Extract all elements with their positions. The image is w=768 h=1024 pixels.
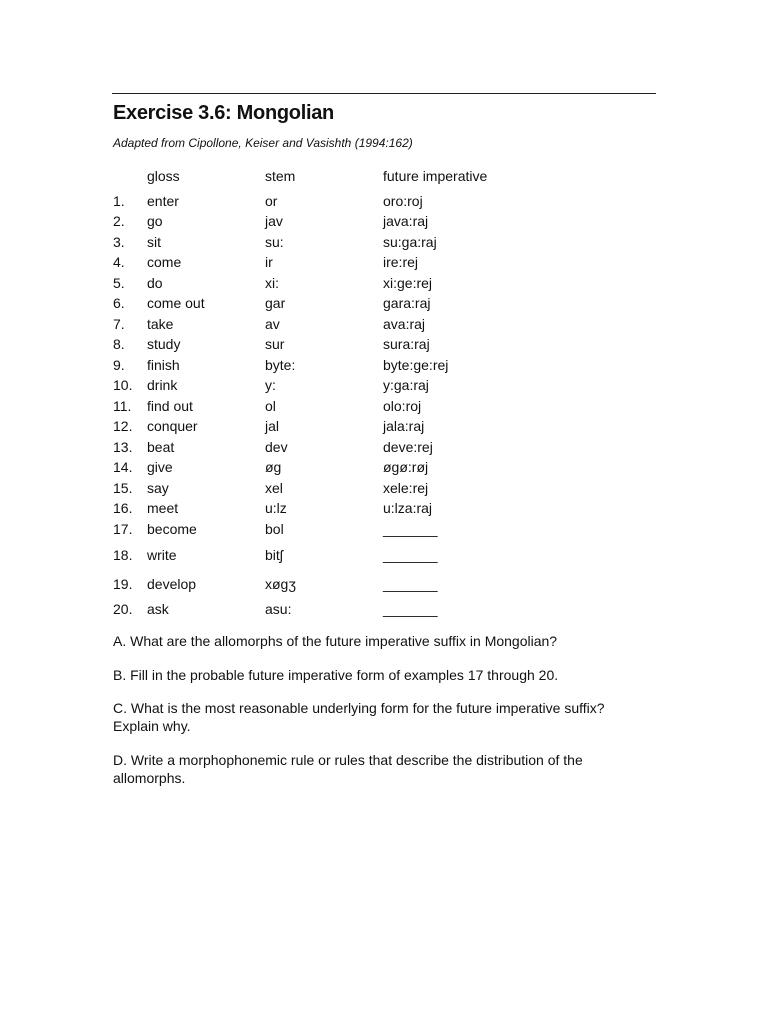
row-gloss: enter	[147, 193, 179, 209]
row-number: 1.	[113, 193, 125, 209]
row-number: 20.	[113, 601, 133, 617]
row-number: 11.	[113, 398, 132, 414]
row-stem: xel	[265, 480, 283, 496]
row-number: 6.	[113, 295, 125, 311]
row-future-imperative: _______	[383, 521, 438, 537]
row-future-imperative: xele:rej	[383, 480, 429, 496]
row-future-imperative: xi:ge:rej	[383, 275, 433, 291]
row-stem: ol	[265, 398, 276, 414]
row-stem: ir	[265, 254, 273, 270]
row-gloss: go	[147, 213, 163, 229]
row-stem: xøgʒ	[265, 576, 296, 592]
question-d: D. Write a morphophonemic rule or rules that describe the distribution of the allomorphs.	[113, 752, 583, 786]
row-number: 14.	[113, 459, 133, 475]
top-rule	[112, 93, 656, 94]
row-stem: or	[265, 193, 278, 209]
header-gloss: gloss	[147, 168, 180, 184]
row-gloss: take	[147, 316, 174, 332]
question-b: B. Fill in the probable future imperative form of examples 17 through 20.	[113, 667, 559, 683]
row-stem: gar	[265, 295, 286, 311]
row-number: 5.	[113, 275, 125, 291]
row-stem: xi:	[265, 275, 279, 291]
row-stem: jal	[265, 418, 280, 434]
exercise-title: Exercise 3.6: Mongolian	[113, 102, 334, 124]
row-number: 12.	[113, 418, 133, 434]
row-number: 19.	[113, 576, 133, 592]
row-stem: av	[265, 316, 280, 332]
row-number: 3.	[113, 234, 125, 250]
row-future-imperative: su:ga:raj	[383, 234, 437, 250]
row-number: 2.	[113, 213, 125, 229]
row-future-imperative: _______	[383, 601, 438, 617]
row-future-imperative: deve:rej	[383, 439, 433, 455]
row-future-imperative: jala:raj	[383, 418, 425, 434]
row-number: 16.	[113, 500, 133, 516]
row-gloss: conquer	[147, 418, 198, 434]
row-stem: øg	[265, 459, 282, 475]
row-gloss: write	[147, 547, 177, 563]
row-gloss: come	[147, 254, 182, 270]
row-stem: jav	[265, 213, 283, 229]
row-number: 10.	[113, 377, 133, 393]
row-stem: su:	[265, 234, 284, 250]
row-future-imperative: olo:roj	[383, 398, 422, 414]
row-future-imperative: gara:raj	[383, 295, 431, 311]
row-gloss: become	[147, 521, 197, 537]
row-number: 9.	[113, 357, 125, 373]
header-future-imperative: future imperative	[383, 168, 488, 184]
row-number: 17.	[113, 521, 133, 537]
row-future-imperative: oro:roj	[383, 193, 423, 209]
row-future-imperative: ava:raj	[383, 316, 426, 332]
row-gloss: give	[147, 459, 173, 475]
row-stem: byte:	[265, 357, 296, 373]
row-future-imperative: _______	[383, 547, 438, 563]
row-number: 18.	[113, 547, 133, 563]
row-gloss: develop	[147, 576, 197, 592]
row-gloss: beat	[147, 439, 175, 455]
row-stem: bol	[265, 521, 284, 537]
header-stem: stem	[265, 168, 296, 184]
row-gloss: say	[147, 480, 169, 496]
row-gloss: meet	[147, 500, 179, 516]
row-future-imperative: java:raj	[383, 213, 429, 229]
row-future-imperative: _______	[383, 576, 438, 592]
row-gloss: finish	[147, 357, 180, 373]
row-gloss: ask	[147, 601, 169, 617]
row-number: 4.	[113, 254, 125, 270]
question-a: A. What are the allomorphs of the future imperative suffix in Mongolian?	[113, 633, 558, 649]
row-future-imperative: byte:ge:rej	[383, 357, 449, 373]
row-stem: u:lz	[265, 500, 287, 516]
row-gloss: come out	[147, 295, 205, 311]
question-c: C. What is the most reasonable underlying form for the future imperative suffix? Explain why.	[113, 700, 605, 734]
row-future-imperative: y:ga:raj	[383, 377, 429, 393]
row-stem: sur	[265, 336, 285, 352]
row-gloss: sit	[147, 234, 161, 250]
row-future-imperative: sura:raj	[383, 336, 430, 352]
row-stem: bitʃ	[265, 547, 283, 563]
row-stem: dev	[265, 439, 288, 455]
row-number: 13.	[113, 439, 133, 455]
row-number: 15.	[113, 480, 133, 496]
row-gloss: find out	[147, 398, 193, 414]
row-future-imperative: øgø:røj	[383, 459, 429, 475]
row-future-imperative: ire:rej	[383, 254, 419, 270]
row-gloss: study	[147, 336, 181, 352]
row-number: 7.	[113, 316, 125, 332]
source-citation: Adapted from Cipollone, Keiser and Vasishth (1994:162)	[113, 136, 413, 150]
row-gloss: do	[147, 275, 163, 291]
row-number: 8.	[113, 336, 125, 352]
row-stem: asu:	[265, 601, 292, 617]
row-stem: y:	[265, 377, 276, 393]
row-future-imperative: u:lza:raj	[383, 500, 433, 516]
row-gloss: drink	[147, 377, 178, 393]
